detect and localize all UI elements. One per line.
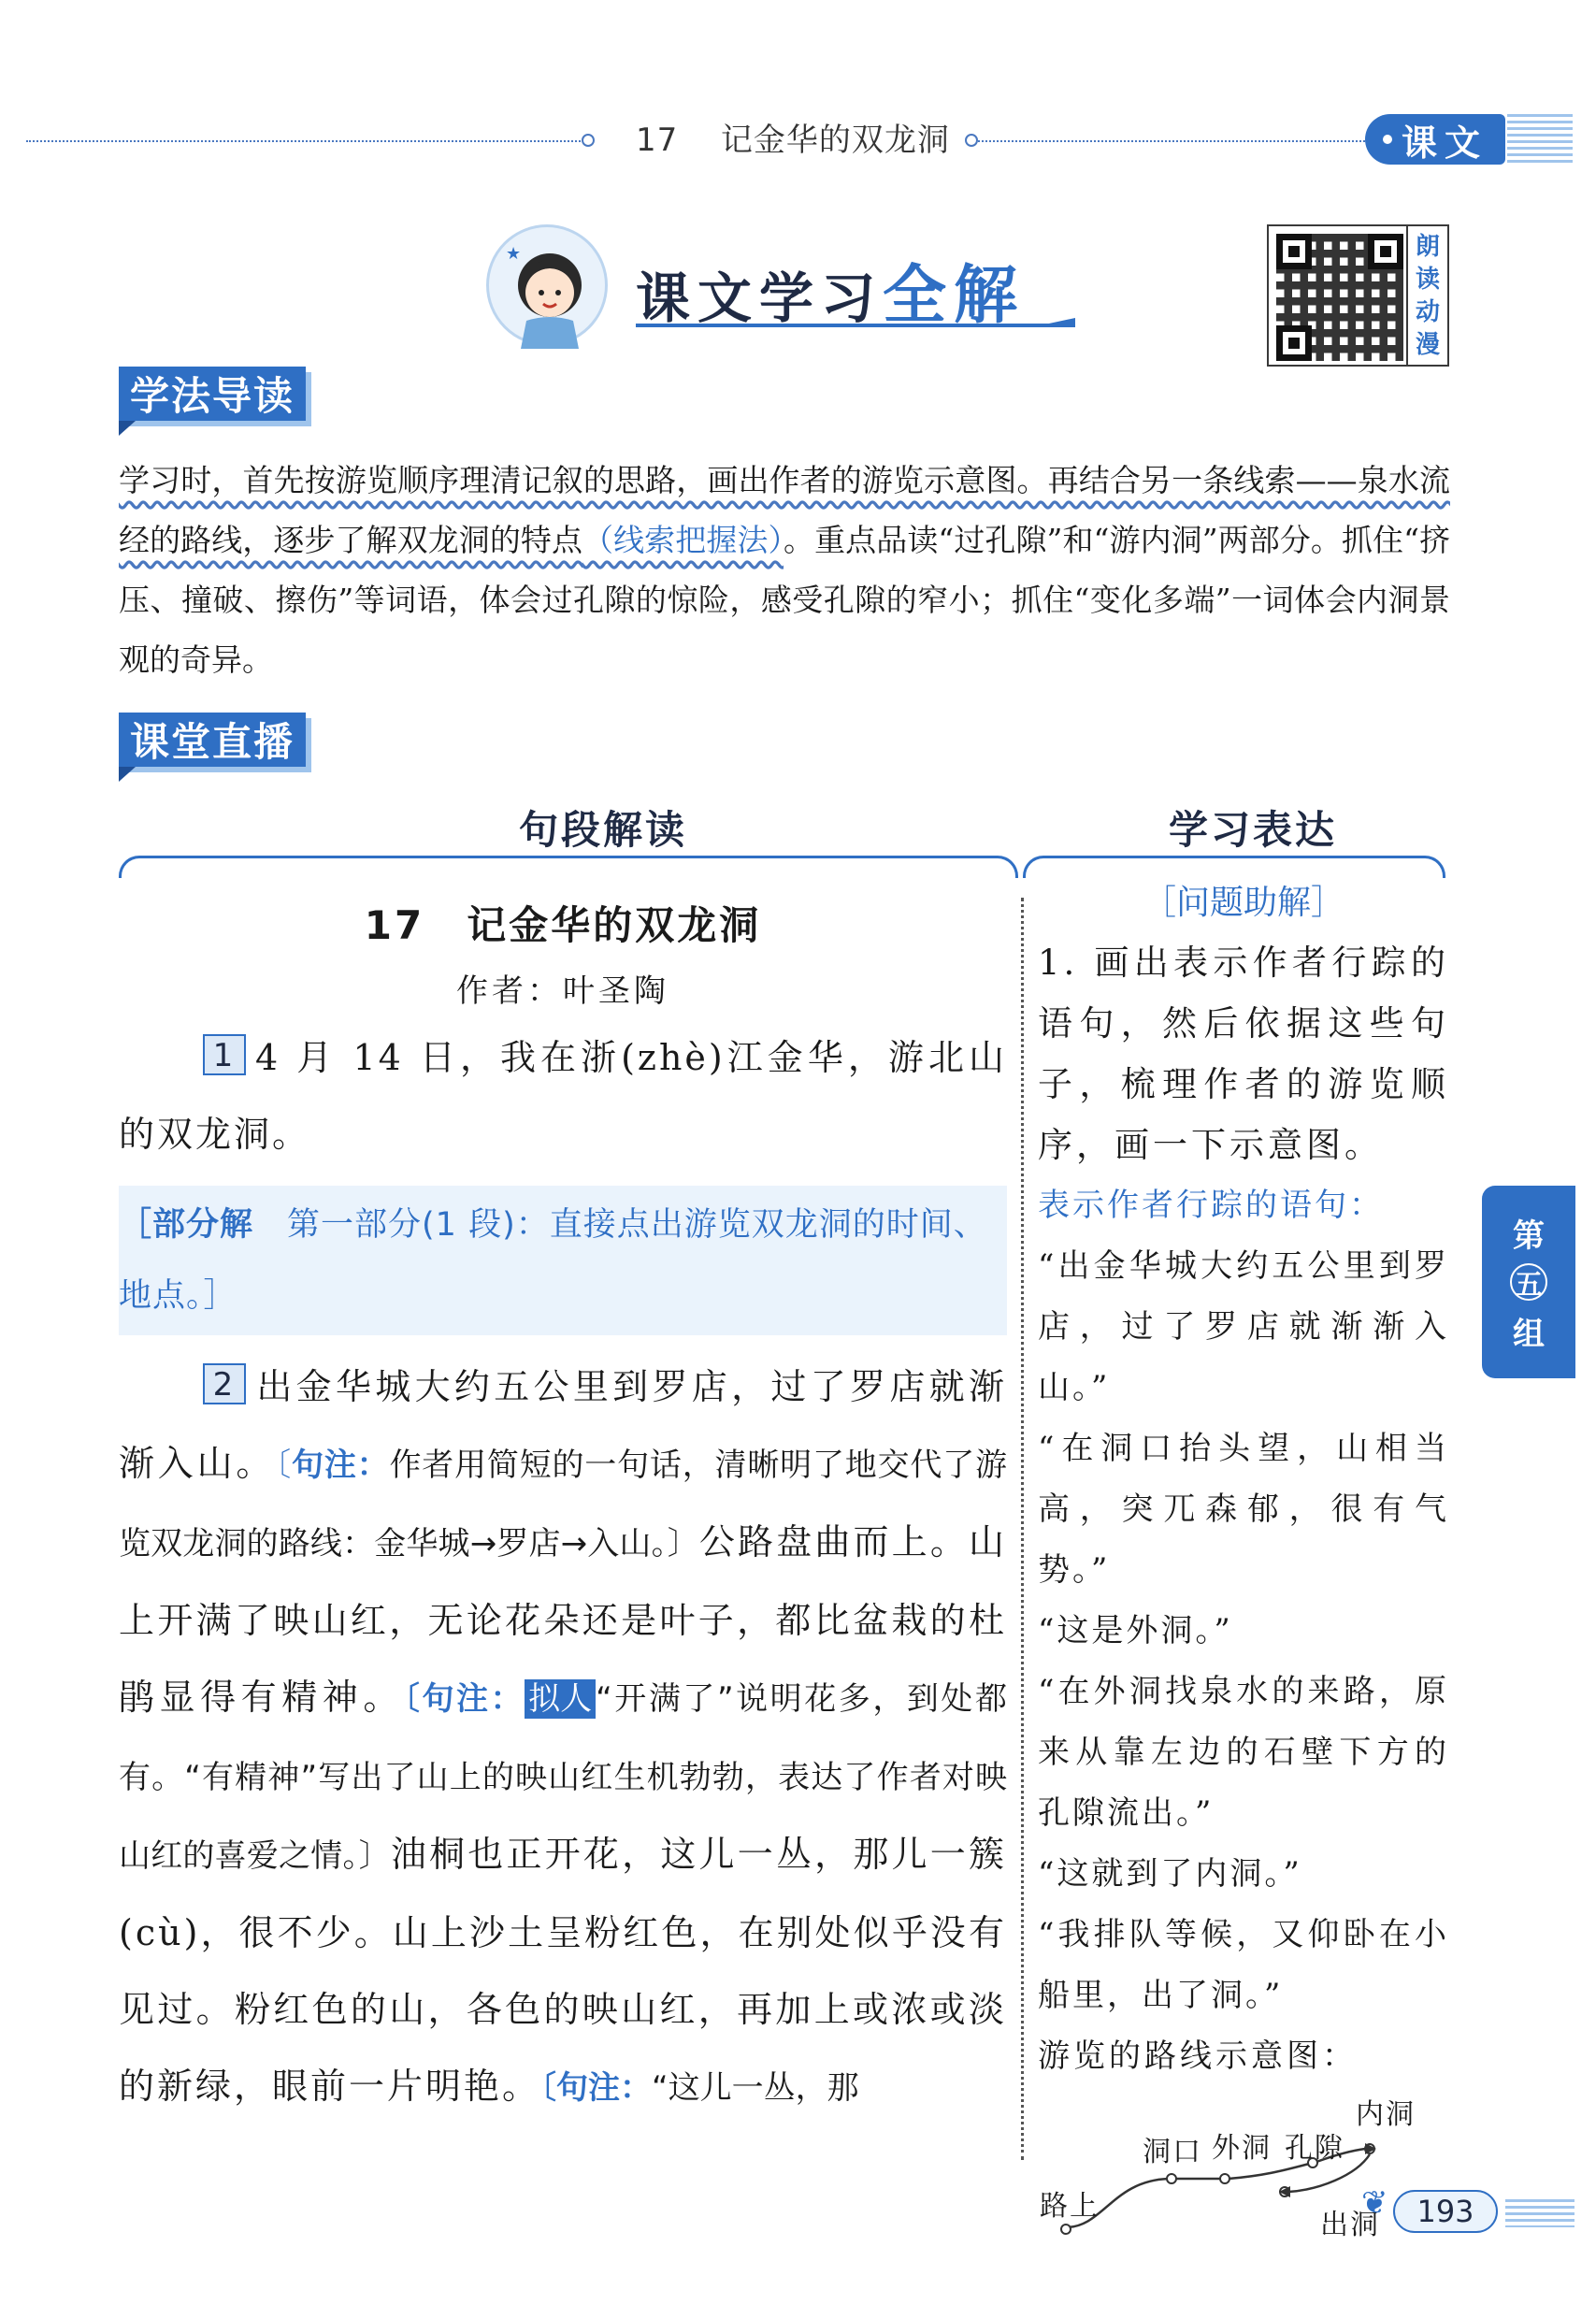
answer-subheading: 表示作者行踪的语句： — [1038, 1187, 1384, 1224]
trace-quote: “这是外洞。” — [1038, 1612, 1233, 1649]
question-1: 1. 画出表示作者行踪的语句，然后依据这些句子，梳理作者的游览顺序，画一下示意图。 — [1038, 943, 1449, 1165]
intro-hint: （线索把握法） — [582, 522, 784, 558]
question-help-tag: ［问题助解］ — [1142, 884, 1344, 922]
route-label-inner: 内洞 — [1356, 2098, 1416, 2131]
qr-caption-char: 读 — [1415, 265, 1440, 294]
trace-quote: “我排队等候，又仰卧在小船里，出了洞。” — [1038, 1916, 1449, 2014]
banner-title — [636, 245, 1025, 336]
qr-finder-top-right — [1368, 234, 1403, 269]
header-lesson-number: 17 — [636, 122, 679, 159]
paragraph-text: 公路盘曲而上。山上开满了映山红，无论花朵还是叶子，都比盆栽的杜鹃显得有精神。 — [119, 1521, 1007, 1718]
paragraph-text: 4 月 14 日，我在浙(zhè)江金华，游北山的双龙洞。 — [119, 1037, 1007, 1155]
trace-quote: “出金华城大约五公里到罗店，过了罗店就渐渐入山。” — [1038, 1247, 1449, 1406]
article-title: 17 记金华的双龙洞 — [364, 902, 762, 948]
tab-label: 课文 — [1401, 122, 1488, 164]
svg-text:★: ★ — [506, 244, 522, 264]
leaf-icon: ❦ — [1361, 2184, 1388, 2222]
note-bracket: 〔 — [275, 1447, 293, 1484]
paragraph-text: 油桐也正开花，这儿一丛，那儿一簇(cù)，很不少。山上沙土呈粉红色，在别处似乎没有见过。粉红色的山，各色的映山红，再加上或浓或淡的新绿，眼前一片明艳。 — [119, 1834, 1007, 2107]
note-key: 〔句注： — [403, 1680, 525, 1718]
route-label-start: 路上 — [1040, 2190, 1100, 2223]
sentence-note-3 — [540, 2069, 859, 2107]
banner-title-highlight: 全解 — [883, 259, 1026, 333]
column-heading-rule-left — [119, 856, 1018, 878]
header-stripes — [1507, 114, 1573, 165]
header-rule-right — [978, 140, 1365, 142]
qr-caption-char: 朗 — [1415, 232, 1440, 261]
section-label-classroom: 课堂直播 — [119, 713, 306, 767]
side-tab-text: 第 — [1513, 1217, 1545, 1255]
note-text: “这儿一丛，那 — [652, 2069, 859, 2107]
qr-caption-char: 漫 — [1415, 330, 1440, 359]
paragraph-2 — [119, 1348, 1007, 2126]
column-heading-right: 学习表达 — [1169, 807, 1338, 853]
paragraph-text: 出金华城大约五公里到罗店，过了罗店就渐渐入山。 — [119, 1366, 1007, 1484]
page-number: 193 — [1393, 2190, 1498, 2233]
guide-intro-text — [119, 451, 1450, 690]
intro-text-part2: 。重点品读“过孔隙”和“游内洞”两部分。抓住“挤压、撞破、擦伤”等词语，体会过孔隙的惊险，感受孔隙的窄小；抓住“变化多端”一词体会内洞景观的奇异。 — [119, 522, 1451, 678]
article-author: 作者：叶圣陶 — [456, 972, 669, 1010]
route-diagram — [1038, 2087, 1449, 2265]
qr-finder-bottom-left — [1276, 325, 1312, 361]
header-rule-left — [26, 140, 587, 142]
rhetoric-tag-personification: 拟人 — [525, 1679, 596, 1719]
side-tab-number: 五 — [1510, 1263, 1547, 1301]
qr-finder-top-left — [1276, 234, 1312, 269]
unit-side-tab — [1482, 1186, 1575, 1378]
footer-stripes — [1505, 2199, 1574, 2227]
note-key: 〔句注： — [540, 2069, 653, 2107]
note-text: “开满了”说明花多，到处都有。“有精神”写出了山上的映山红生机勃勃，表达了作者对映山红的喜爱之情。〕 — [119, 1680, 1007, 1875]
paragraph-number: 1 — [203, 1034, 246, 1075]
part-analysis-box — [119, 1186, 1007, 1335]
part-analysis-label: ［部分解 — [119, 1206, 254, 1244]
qr-caption — [1406, 226, 1447, 365]
title-banner — [486, 224, 1085, 346]
route-label-exit: 出洞 — [1320, 2209, 1380, 2241]
note-text: 作者用简短的一句话，清晰明了地交代了游览双龙洞的路线：金华城→罗店→入山。〕 — [119, 1447, 1007, 1562]
section-label-guide: 学法导读 — [119, 367, 306, 421]
route-label-mouth: 洞口 — [1143, 2136, 1202, 2168]
column-heading-left: 句段解读 — [519, 807, 688, 853]
route-label-gap: 孔隙 — [1285, 2132, 1344, 2165]
paragraph-1 — [119, 1019, 1007, 1173]
trace-quote: “这就到了内洞。” — [1038, 1855, 1302, 1893]
note-key: 句注： — [292, 1447, 390, 1484]
header-lesson-title: 记金华的双龙洞 — [720, 122, 950, 159]
article-column — [119, 888, 1007, 2126]
girl-avatar-icon — [486, 224, 608, 346]
qr-code[interactable] — [1267, 224, 1449, 367]
header-title — [636, 114, 950, 160]
intro-text-part1: 学习时，首先按游览顺序理清记叙的思路，画出作者的游览示意图。再结合另一条线索——泉水流经的路线，逐步了解双龙洞的特点 — [119, 462, 1450, 558]
trace-quote: “在洞口抬头望，山相当高，突兀森郁，很有气势。” — [1038, 1430, 1449, 1589]
route-label-outer: 外洞 — [1212, 2132, 1272, 2165]
side-tab-text: 组 — [1513, 1316, 1545, 1353]
part-analysis-text: 第一部分(1 段)：直接点出游览双龙洞的时间、地点。］ — [119, 1206, 987, 1315]
header-rule-dot-right — [965, 134, 978, 147]
expression-column — [1038, 874, 1449, 2265]
column-divider — [1021, 898, 1024, 2160]
trace-quote: “在外洞找泉水的来路，原来从靠左边的石壁下方的孔隙流出。” — [1038, 1673, 1449, 1832]
paragraph-number: 2 — [203, 1363, 246, 1404]
route-map-label: 游览的路线示意图： — [1038, 2038, 1358, 2075]
section-tab-kewen — [1365, 114, 1505, 165]
banner-title-normal: 课文学习 — [636, 266, 884, 330]
qr-caption-char: 动 — [1415, 297, 1440, 326]
header-rule-dot-left — [582, 134, 595, 147]
tab-dot-icon — [1383, 135, 1392, 144]
